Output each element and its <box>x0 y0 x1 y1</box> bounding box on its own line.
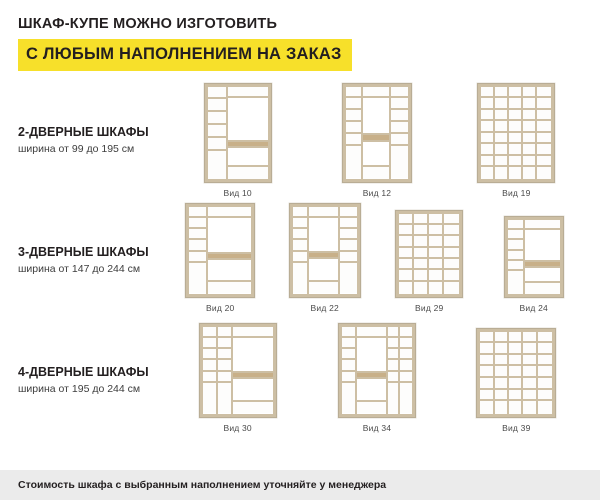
wardrobe-diagram-vid-20 <box>185 203 255 298</box>
wardrobe-grid <box>293 207 357 294</box>
wardrobe-column <box>509 332 523 414</box>
wardrobe-column <box>400 327 412 414</box>
wardrobe-grid <box>189 207 251 294</box>
wardrobe-column <box>399 214 414 294</box>
wardrobe-column <box>342 327 357 414</box>
wardrobe-item[interactable] <box>168 83 307 198</box>
wardrobe-diagram-vid-30 <box>199 323 277 418</box>
wardrobe-item[interactable] <box>273 203 378 313</box>
wardrobe-column <box>189 207 208 294</box>
wardrobe-diagram-vid-10 <box>204 83 272 183</box>
wardrobe-column <box>363 87 390 179</box>
wardrobe-column <box>537 87 551 179</box>
wardrobe-column <box>414 214 429 294</box>
wardrobe-grid <box>480 332 552 414</box>
wardrobe-grid <box>399 214 459 294</box>
row-title: 2-ДВЕРНЫЕ ШКАФЫ <box>18 124 149 139</box>
wardrobe-item[interactable] <box>482 216 587 313</box>
wardrobe-caption: Вид 10 <box>223 187 252 198</box>
wardrobe-column <box>388 327 400 414</box>
wardrobe-column <box>340 207 357 294</box>
wardrobe-caption: Вид 22 <box>310 302 339 313</box>
wardrobe-diagram-vid-34 <box>338 323 416 418</box>
wardrobe-column <box>481 87 495 179</box>
row-items-3-door <box>168 203 586 313</box>
wardrobe-column <box>218 327 233 414</box>
wardrobe-caption: Вид 29 <box>415 302 444 313</box>
row-2-door <box>0 83 600 203</box>
header-line-2: С ЛЮБЫМ НАПОЛНЕНИЕМ НА ЗАКАЗ <box>26 45 342 64</box>
row-subtitle: ширина от 147 до 244 см <box>18 262 141 275</box>
wardrobe-caption: Вид 12 <box>362 187 392 198</box>
wardrobe-diagram-vid-19 <box>477 83 555 183</box>
header <box>0 0 600 71</box>
wardrobe-item[interactable] <box>307 83 446 198</box>
wardrobe-grid <box>346 87 408 179</box>
wardrobe-column <box>444 214 459 294</box>
wardrobe-diagram-vid-12 <box>342 83 412 183</box>
footer-text: Стоимость шкафа с выбранным наполнением уточняйте у менеджера <box>18 479 387 491</box>
wardrobe-column <box>523 332 537 414</box>
wardrobe-diagram-vid-39 <box>476 328 556 418</box>
wardrobe-item[interactable] <box>168 203 273 313</box>
wardrobe-diagram-vid-24 <box>504 216 564 298</box>
row-title: 4-ДВЕРНЫЕ ШКАФЫ <box>18 364 149 379</box>
row-label-4-door <box>18 323 168 396</box>
wardrobe-column <box>495 87 509 179</box>
row-subtitle: ширина от 99 до 195 см <box>18 142 135 155</box>
row-4-door <box>0 323 600 443</box>
wardrobe-column <box>357 327 388 414</box>
wardrobe-column <box>228 87 268 179</box>
wardrobe-item[interactable] <box>307 323 446 433</box>
row-title: 3-ДВЕРНЫЕ ШКАФЫ <box>18 244 149 259</box>
wardrobe-item[interactable] <box>447 328 586 433</box>
wardrobe-grid <box>508 220 560 294</box>
wardrobe-grid <box>481 87 551 179</box>
wardrobe-column <box>495 332 509 414</box>
wardrobe-column <box>509 87 523 179</box>
wardrobe-diagram-vid-22 <box>289 203 361 298</box>
wardrobe-caption: Вид 24 <box>519 302 548 313</box>
row-label-3-door <box>18 203 168 276</box>
wardrobe-column <box>508 220 525 294</box>
wardrobe-caption: Вид 30 <box>223 422 252 433</box>
wardrobe-column <box>391 87 408 179</box>
wardrobe-diagram-vid-29 <box>395 210 463 298</box>
wardrobe-grid <box>208 87 268 179</box>
wardrobe-column <box>538 332 552 414</box>
header-highlight-band <box>18 39 352 70</box>
wardrobe-caption: Вид 19 <box>502 187 531 198</box>
wardrobe-column <box>293 207 310 294</box>
wardrobe-column <box>480 332 494 414</box>
wardrobe-item[interactable] <box>168 323 307 433</box>
wardrobe-rows <box>0 83 600 443</box>
header-line-1: ШКАФ-КУПЕ МОЖНО ИЗГОТОВИТЬ <box>18 16 278 32</box>
wardrobe-grid <box>342 327 412 414</box>
wardrobe-column <box>233 327 272 414</box>
wardrobe-column <box>309 207 340 294</box>
row-3-door <box>0 203 600 323</box>
row-items-4-door <box>168 323 586 433</box>
wardrobe-column <box>208 87 228 179</box>
footer-bar <box>0 470 600 500</box>
wardrobe-column <box>429 214 444 294</box>
row-items-2-door <box>168 83 586 198</box>
wardrobe-column <box>203 327 218 414</box>
wardrobe-column <box>208 207 251 294</box>
wardrobe-caption: Вид 39 <box>502 422 531 433</box>
wardrobe-caption: Вид 34 <box>362 422 392 433</box>
wardrobe-grid <box>203 327 273 414</box>
wardrobe-column <box>346 87 363 179</box>
wardrobe-caption: Вид 20 <box>206 302 235 313</box>
row-subtitle: ширина от 195 до 244 см <box>18 382 141 395</box>
wardrobe-column <box>525 220 560 294</box>
wardrobe-item[interactable] <box>447 83 586 198</box>
wardrobe-column <box>523 87 537 179</box>
wardrobe-item[interactable] <box>377 210 482 313</box>
row-label-2-door <box>18 83 168 156</box>
